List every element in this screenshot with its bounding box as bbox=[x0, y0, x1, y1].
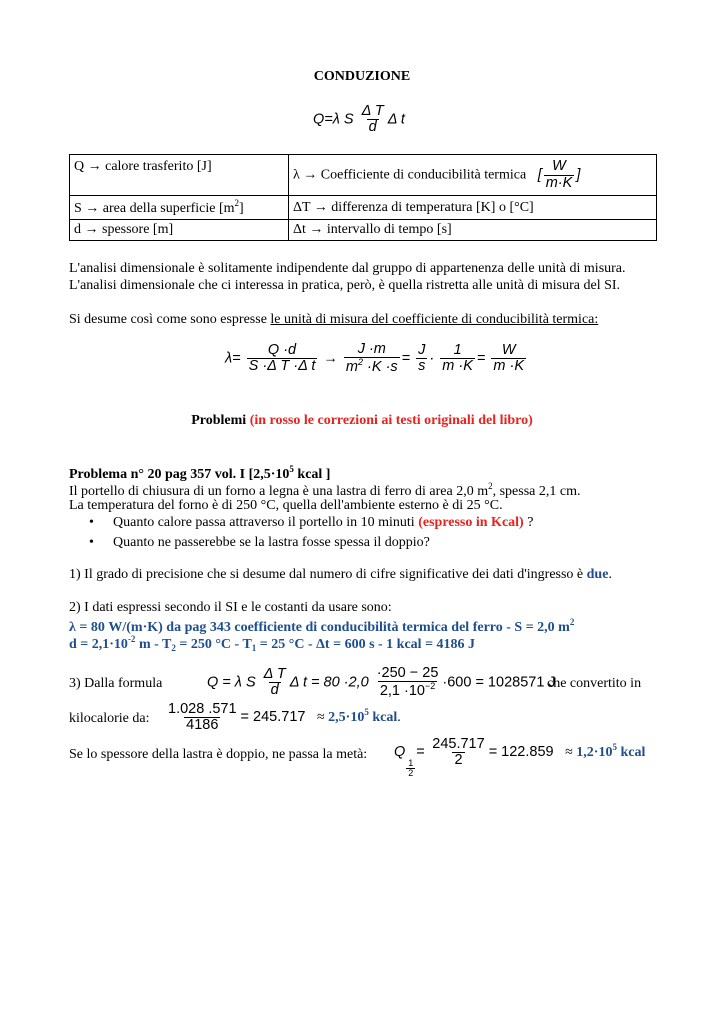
table-cell bbox=[70, 155, 289, 196]
unit-den: m·K bbox=[545, 174, 573, 191]
line-text: Il portello di chiusura di un forno a legna è una lastra di ferro di area 2,0 m bbox=[69, 484, 489, 499]
f-den-part: 2,1 ·10 bbox=[379, 683, 425, 700]
data-text: = 250 °C - T bbox=[175, 637, 252, 652]
f-den-exp: −2 bbox=[424, 681, 436, 692]
step-3-kcal-label: kilocalorie da: bbox=[69, 711, 150, 726]
title-text: Problema n° 20 pag 357 vol. I [2,5·10 bbox=[69, 467, 290, 482]
formula-s: S bbox=[343, 111, 354, 128]
step-3-kcal bbox=[164, 702, 401, 733]
para-text: Si desume così come sono espresse bbox=[69, 312, 271, 327]
dim-num: J bbox=[418, 342, 426, 358]
table-cell bbox=[289, 220, 657, 241]
cell-text: d → spessore [m] bbox=[74, 222, 174, 237]
step-1 bbox=[69, 567, 612, 583]
answer-exp: 5 bbox=[364, 706, 369, 717]
q-sub-num: 1 bbox=[408, 757, 414, 768]
cell-text: S → area della superficie [m bbox=[74, 201, 235, 216]
f-den bbox=[378, 681, 437, 699]
table-cell bbox=[70, 196, 289, 220]
table-row bbox=[70, 196, 657, 220]
step-2: 2) I dati espressi secondo il SI e le costanti da usare sono: bbox=[69, 600, 392, 615]
dim-den: m ·K bbox=[442, 358, 473, 375]
dim-lambda: λ bbox=[225, 350, 233, 367]
dim-den: s bbox=[418, 358, 426, 375]
dim-num: Q ·d bbox=[267, 342, 297, 358]
dim-num: W bbox=[501, 342, 516, 358]
cell-text: λ → Coefficiente di conducibilità termica bbox=[293, 167, 527, 183]
heading-text: Problemi bbox=[191, 413, 247, 428]
formula-den: d bbox=[368, 119, 377, 136]
half-num: 245.717 bbox=[432, 736, 485, 752]
item-text: Quanto ne passerebbe se la lastra fosse spessa il doppio? bbox=[113, 535, 430, 550]
data-text: λ = 80 W/(m·K) da pag 343 coefficiente di conducibilità termica del ferro - S = 2,0 m bbox=[69, 620, 570, 635]
eq-sign: = bbox=[416, 743, 425, 760]
dim-eq: = bbox=[401, 350, 411, 367]
table-cell bbox=[289, 196, 657, 220]
unit-wmk: [ $\frac{W}{m\cdot K}$ ] bbox=[537, 158, 581, 191]
paragraph-line: L'analisi dimensionale che ci interessa in pratica, però, è quella ristretta alle unità di misura del SI. bbox=[69, 278, 621, 293]
formula-eq: = bbox=[324, 111, 333, 128]
formula-num: Δ T bbox=[361, 103, 384, 119]
step-2-data bbox=[69, 634, 475, 653]
step-3-after: che convertito in bbox=[547, 676, 642, 691]
f-fraction bbox=[375, 666, 441, 699]
kcal-den: 4186 bbox=[186, 717, 219, 734]
dim-fraction bbox=[247, 343, 318, 374]
approx-sign: ≈ bbox=[316, 709, 325, 725]
kcal-num: 1.028 .571 bbox=[168, 701, 237, 717]
arrow-icon: → bbox=[323, 350, 338, 367]
table-cell bbox=[289, 155, 657, 196]
dim-dot: · bbox=[429, 350, 435, 367]
data-text: d = 2,1·10 bbox=[69, 637, 128, 652]
item-text: Quanto calore passa attraverso il portello in 10 minuti bbox=[113, 515, 419, 530]
kcal-answer bbox=[328, 706, 398, 725]
dim-den-part: m bbox=[345, 359, 359, 376]
step-4-text: Se lo spessore della lastra è doppio, ne passa la metà: bbox=[69, 747, 368, 762]
table-row bbox=[70, 155, 657, 196]
para-underlined: le unità di misura del coefficiente di conducibilità termica: bbox=[270, 312, 599, 327]
half-answer bbox=[576, 741, 646, 760]
answer-text: 2,5·10 bbox=[328, 709, 365, 725]
table-cell bbox=[70, 220, 289, 241]
answer-exp: 5 bbox=[612, 741, 617, 752]
paragraph-line: L'analisi dimensionale è solitamente indipendente dal gruppo di appartenenza delle unità di misura. bbox=[69, 261, 626, 276]
title-exp: 5 bbox=[289, 464, 294, 474]
half-den: 2 bbox=[454, 752, 463, 769]
step-3-label: 3) Dalla formula bbox=[69, 676, 163, 691]
approx-sign: ≈ bbox=[565, 744, 573, 760]
data-exp: -2 bbox=[127, 634, 136, 644]
q-symbol: Q bbox=[394, 743, 406, 760]
f-dt: Δ t = 80 ·2,0 bbox=[289, 674, 369, 691]
step-text: . bbox=[608, 567, 612, 582]
page-title: CONDUZIONE bbox=[313, 69, 411, 84]
problems-heading bbox=[0, 413, 724, 429]
dim-den: S ·Δ T ·Δ t bbox=[248, 358, 316, 375]
table-row bbox=[70, 220, 657, 241]
data-text: m - T bbox=[135, 637, 172, 652]
f-num: ·250 − 25 bbox=[376, 665, 439, 681]
dim-eq: = bbox=[232, 350, 241, 367]
formula-fraction bbox=[360, 104, 386, 135]
half-fraction bbox=[430, 737, 486, 768]
kcal-fraction bbox=[166, 702, 239, 733]
data-exp: 2 bbox=[569, 617, 575, 627]
f-den: d bbox=[270, 682, 279, 699]
dim-den bbox=[344, 357, 400, 375]
data-text: = 25 °C - Δt = 600 s - 1 kcal = 4186 J bbox=[256, 637, 476, 652]
dim-den-exp: 2 bbox=[358, 357, 364, 368]
cell-text: ΔT → differenza di temperatura [K] o [°C] bbox=[293, 199, 534, 215]
dim-fraction bbox=[416, 343, 427, 374]
dim-num: 1 bbox=[453, 342, 462, 358]
formula-lhs: Q bbox=[313, 111, 325, 128]
q-half bbox=[394, 743, 416, 779]
data-sub: 2 bbox=[171, 643, 176, 653]
cell-text: ] bbox=[239, 201, 244, 216]
step-3-formula bbox=[207, 666, 556, 699]
paragraph-units bbox=[69, 312, 598, 328]
item-red: (espresso in Kcal) bbox=[418, 515, 524, 530]
step-4-formula bbox=[394, 737, 645, 779]
cell-text: Δt → intervallo di tempo [s] bbox=[293, 222, 452, 237]
data-sub: 1 bbox=[251, 643, 257, 653]
dim-eq: = bbox=[476, 350, 486, 367]
f-result: ·600 = 1028571 J bbox=[442, 674, 556, 691]
kcal-result: = 245.717 bbox=[240, 708, 306, 725]
line-exp: 2 bbox=[488, 481, 493, 491]
step-text: 1) Il grado di precisione che si desume dal numero di cifre significative dei dati d'ingresso è bbox=[69, 567, 587, 582]
dim-num: J ·m bbox=[357, 341, 386, 357]
answer-text: kcal bbox=[368, 709, 398, 725]
dim-den-part: ·K ·s bbox=[363, 359, 398, 376]
list-item bbox=[69, 513, 533, 533]
problem-line: La temperatura del forno è di 250 °C, quella dell'ambiente esterno è di 25 °C. bbox=[69, 498, 503, 513]
step-answer: due bbox=[586, 567, 609, 582]
dimensional-formula bbox=[225, 342, 528, 375]
f-lhs: Q = λ S bbox=[207, 674, 256, 691]
line-text: , spessa 2,1 cm. bbox=[492, 484, 581, 499]
cell-text: Q → calore trasferito [J] bbox=[74, 159, 212, 174]
answer-text: kcal bbox=[616, 744, 646, 760]
q-sub-fraction bbox=[406, 759, 415, 779]
answer-text: 1,2·10 bbox=[576, 744, 613, 760]
list-item bbox=[69, 533, 533, 553]
dim-den: m ·K bbox=[493, 358, 525, 375]
dim-fraction bbox=[491, 343, 526, 374]
f-num: Δ T bbox=[263, 666, 286, 682]
dim-fraction bbox=[440, 343, 475, 374]
variables-table bbox=[69, 154, 657, 241]
heading-note: (in rosso le correzioni ai testi originali del libro) bbox=[249, 413, 533, 428]
unit-num: W bbox=[552, 158, 566, 175]
dim-fraction bbox=[344, 342, 400, 375]
conduction-formula bbox=[313, 104, 405, 135]
item-text: ? bbox=[523, 515, 534, 530]
q-sub-den: 2 bbox=[408, 768, 414, 779]
f-fraction bbox=[262, 667, 288, 698]
formula-lambda: λ bbox=[332, 111, 340, 128]
cell-sup: 2 bbox=[234, 198, 240, 208]
formula-dt: Δ t bbox=[387, 111, 405, 128]
title-text: kcal ] bbox=[293, 467, 331, 482]
half-result: = 122.859 bbox=[488, 743, 554, 760]
question-list bbox=[69, 513, 533, 553]
answer-dot: . bbox=[397, 709, 401, 725]
